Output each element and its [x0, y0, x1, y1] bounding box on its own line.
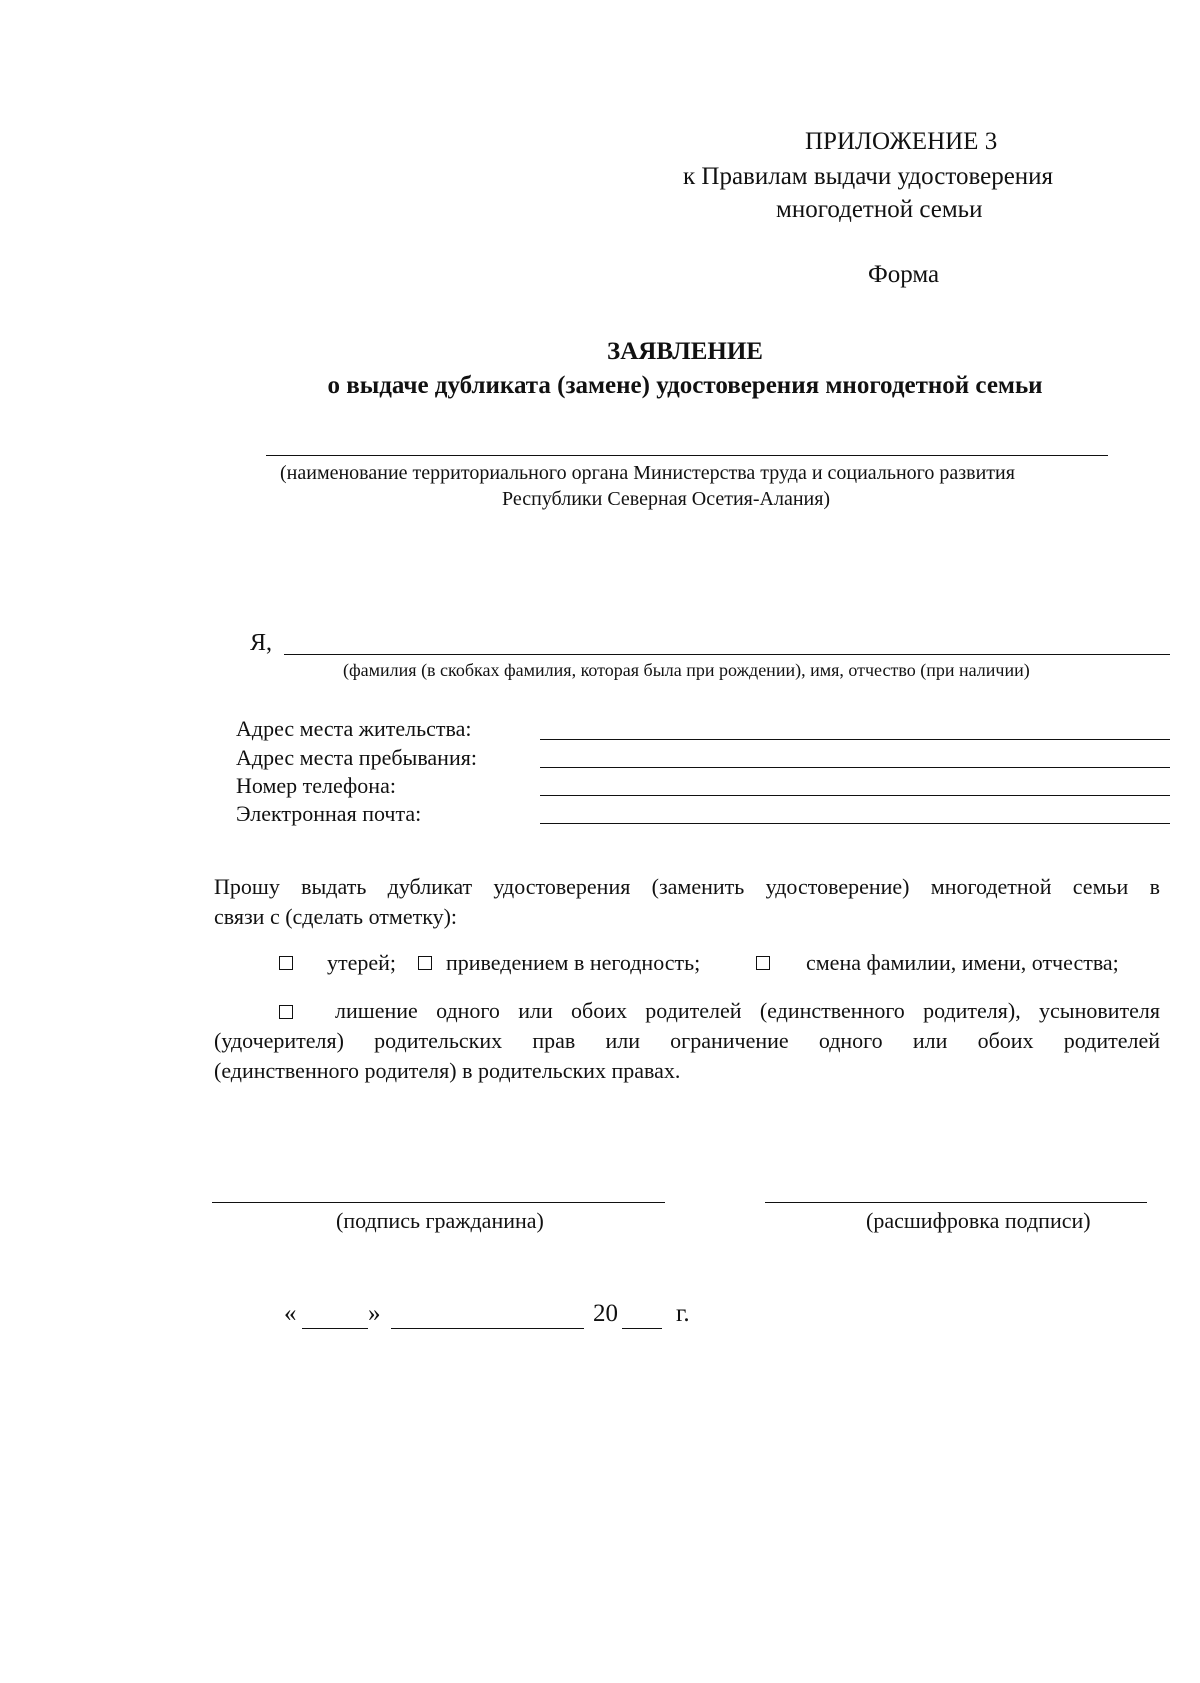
- damage-option-label: приведением в негодность;: [446, 950, 701, 975]
- request-line2: связи с (сделать отметку):: [214, 904, 458, 929]
- email-label: Электронная почта:: [236, 801, 422, 826]
- rules-reference-line1: к Правилам выдачи удостоверения: [683, 163, 1054, 190]
- loss-checkbox[interactable]: [279, 956, 293, 970]
- organ-caption-line1: (наименование территориального органа Министерства труда и социального развития: [280, 462, 1015, 484]
- date-year-line[interactable]: [622, 1328, 662, 1329]
- date-year-prefix: 20: [593, 1300, 618, 1327]
- rules-reference-line2: многодетной семьи: [776, 196, 983, 223]
- organ-name-line[interactable]: [266, 455, 1108, 456]
- deprivation-line1: лишение одного или обоих родителей (единственного родителя), усыновителя: [335, 998, 1160, 1023]
- damage-checkbox[interactable]: [418, 956, 432, 970]
- document-title: ЗАЯВЛЕНИЕ: [607, 338, 763, 365]
- citizen-signature-caption: (подпись гражданина): [336, 1208, 544, 1233]
- email-line[interactable]: [540, 823, 1170, 824]
- phone-label: Номер телефона:: [236, 773, 396, 798]
- date-month-line[interactable]: [391, 1328, 584, 1329]
- request-line1: Прошу выдать дубликат удостоверения (заменить удостоверение) многодетной семьи в: [214, 874, 1160, 899]
- residence-address-label: Адрес места жительства:: [236, 716, 472, 741]
- phone-line[interactable]: [540, 795, 1170, 796]
- document-subtitle: о выдаче дубликата (замене) удостоверения многодетной семьи: [327, 372, 1043, 399]
- applicant-name-line[interactable]: [284, 654, 1170, 655]
- date-close-quote: »: [368, 1300, 381, 1327]
- organ-caption-line2: Республики Северная Осетия-Алания): [502, 488, 831, 510]
- applicant-caption: (фамилия (в скобках фамилия, которая была при рождении), имя, отчество (при наличии): [343, 660, 1030, 680]
- deprivation-checkbox[interactable]: [279, 1005, 293, 1019]
- stay-address-line[interactable]: [540, 767, 1170, 768]
- loss-option-label: утерей;: [327, 950, 397, 975]
- residence-address-line[interactable]: [540, 739, 1170, 740]
- citizen-signature-line[interactable]: [212, 1202, 665, 1203]
- deprivation-line2: (удочерителя) родительских прав или ограничение одного или обоих родителей: [214, 1028, 1160, 1053]
- date-year-suffix: г.: [676, 1300, 690, 1327]
- stay-address-label: Адрес места пребывания:: [236, 745, 477, 770]
- name-change-checkbox[interactable]: [756, 956, 770, 970]
- date-open-quote: «: [284, 1300, 297, 1327]
- signature-decoding-line[interactable]: [765, 1202, 1147, 1203]
- date-day-line[interactable]: [302, 1328, 368, 1329]
- form-label: Форма: [868, 261, 940, 288]
- applicant-prefix: Я,: [250, 630, 273, 656]
- deprivation-line3: (единственного родителя) в родительских правах.: [214, 1058, 681, 1083]
- appendix-number: ПРИЛОЖЕНИЕ 3: [805, 128, 998, 155]
- signature-decoding-caption: (расшифровка подписи): [866, 1208, 1091, 1233]
- name-change-option-label: смена фамилии, имени, отчества;: [806, 950, 1119, 975]
